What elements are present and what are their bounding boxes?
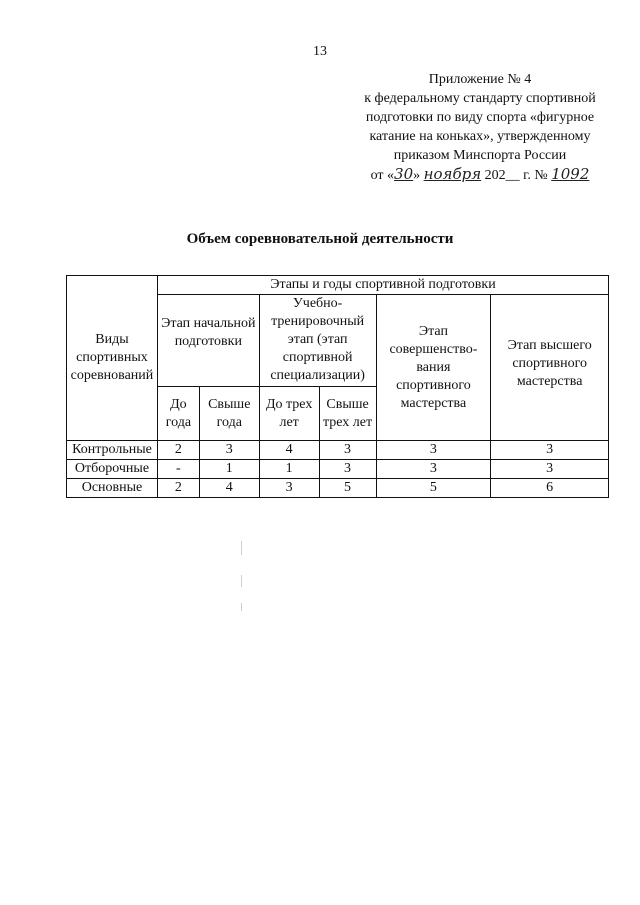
- appendix-line: катание на коньках», утвержденному: [369, 129, 591, 144]
- header-stages: Этапы и годы спортивной подготовки: [157, 276, 608, 295]
- sub-up-to-three: До трех лет: [259, 387, 319, 441]
- page-number: 13: [313, 44, 327, 59]
- order-mid: »: [413, 168, 421, 183]
- order-prefix: от «: [370, 168, 395, 183]
- stage-highest: Этап высшего спортивного мастерства: [491, 295, 609, 441]
- table-cell: 2: [157, 441, 199, 460]
- table-cell: 1: [259, 460, 319, 479]
- sub-over-three: Свыше трех лет: [319, 387, 376, 441]
- table-cell: 3: [376, 460, 491, 479]
- appendix-line: приказом Минспорта России: [393, 148, 567, 163]
- table-cell: 5: [319, 479, 376, 498]
- table-row: [67, 441, 609, 460]
- competition-table: [66, 275, 609, 498]
- table-cell: 3: [319, 441, 376, 460]
- table-cell: 6: [491, 479, 609, 498]
- appendix-line: к федеральному стандарту спортивной: [364, 91, 596, 106]
- appendix-header: [340, 70, 620, 185]
- stage-initial: Этап начальной подготовки: [157, 295, 259, 387]
- scan-artifact: [241, 603, 242, 611]
- table-cell: 2: [157, 479, 199, 498]
- stage-training: Учебно-тренировочный этап (этап спортивной специализации): [259, 295, 376, 387]
- order-year: 202__ г. №: [484, 168, 548, 183]
- table-row: [67, 460, 609, 479]
- table-cell: 3: [319, 460, 376, 479]
- table-cell: 3: [199, 441, 259, 460]
- table-cell: 4: [199, 479, 259, 498]
- stage-improvement: Этап совершенство-вания спортивного мастерства: [376, 295, 491, 441]
- sub-over-year: Свыше года: [199, 387, 259, 441]
- row-label: Основные: [67, 479, 158, 498]
- table-cell: 3: [491, 460, 609, 479]
- header-kinds: Виды спортивных соревнований: [67, 276, 158, 441]
- table-cell: 1: [199, 460, 259, 479]
- row-label: Отборочные: [67, 460, 158, 479]
- table-cell: -: [157, 460, 199, 479]
- order-month: ноября: [423, 165, 482, 183]
- table-cell: 3: [491, 441, 609, 460]
- table-row: [67, 479, 609, 498]
- table-cell: 3: [259, 479, 319, 498]
- appendix-title: Приложение № 4: [428, 72, 532, 87]
- order-date-line: [340, 165, 620, 185]
- document-title: Объем соревновательной деятельности: [186, 231, 454, 247]
- table-cell: 3: [376, 441, 491, 460]
- order-number: 1092: [551, 165, 590, 183]
- table-cell: 5: [376, 479, 491, 498]
- order-day: 30: [394, 165, 414, 183]
- table-cell: 4: [259, 441, 319, 460]
- appendix-line: подготовки по виду спорта «фигурное: [365, 110, 595, 125]
- sub-up-to-year: До года: [157, 387, 199, 441]
- scan-artifact: [241, 541, 242, 555]
- row-label: Контрольные: [67, 441, 158, 460]
- scan-artifact: [241, 575, 242, 587]
